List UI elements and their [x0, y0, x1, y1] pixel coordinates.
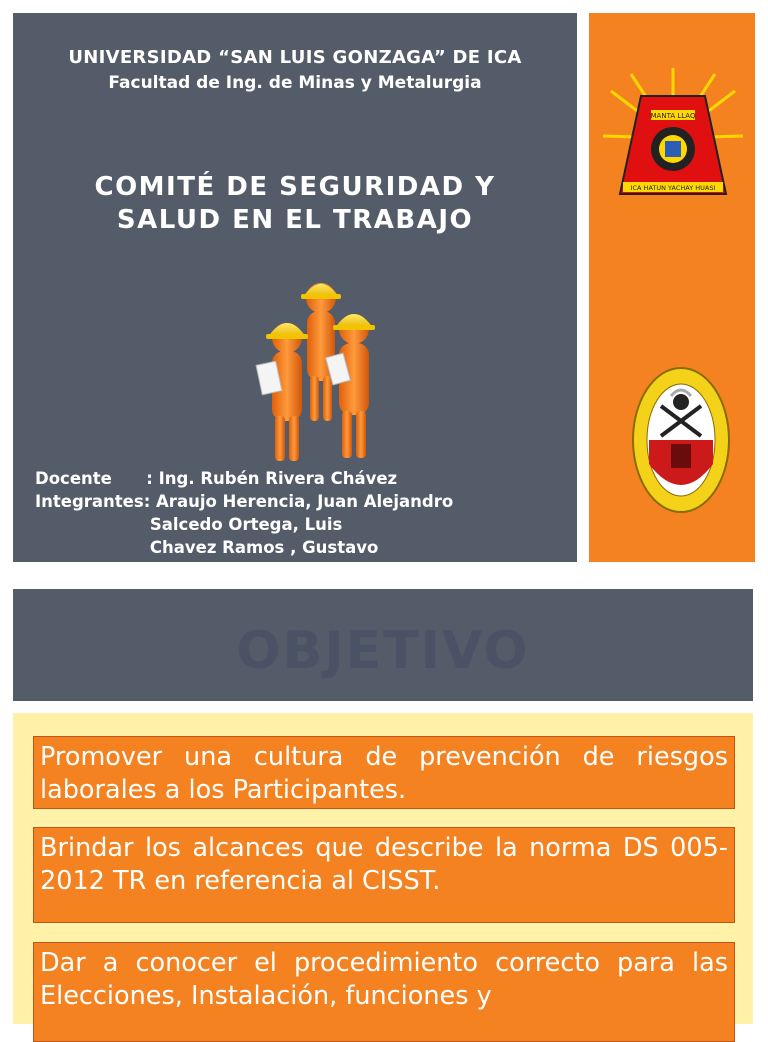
objective-point-1: Promover una cultura de prevención de riesgos laborales a los Participantes.: [33, 736, 735, 809]
objective-point-3: Dar a conocer el procedimiento correcto para las Elecciones, Instalación, funciones y: [33, 942, 735, 1042]
team-list: [35, 467, 453, 559]
logo-sidebar: [589, 13, 755, 562]
university-logo: [601, 66, 746, 211]
objective-slide: [13, 589, 753, 701]
team-member: Salcedo Ortega, Luis: [35, 515, 343, 534]
faculty-logo: [631, 366, 731, 514]
title-line-2: SALUD EN EL TRABAJO: [116, 205, 474, 235]
university-name: UNIVERSIDAD “SAN LUIS GONZAGA” DE ICA: [68, 47, 522, 68]
objective-heading: OBJETIVO: [236, 621, 530, 681]
slide-title: [13, 171, 577, 237]
team-member: Integrantes: Araujo Herencia, Juan Alejandro: [35, 492, 454, 511]
faculty-name: Facultad de Ing. de Minas y Metalurgia: [108, 73, 482, 93]
objective-point-2: Brindar los alcances que describe la norma DS 005-2012 TR en referencia al CISST.: [33, 827, 735, 923]
team-member: Chavez Ramos , Gustavo: [35, 538, 379, 557]
logo-banner-text: MANTA LLAQ: [650, 112, 696, 120]
points-slide: [13, 713, 753, 1024]
team-teacher: Docente : Ing. Rubén Rivera Chávez: [35, 469, 398, 488]
logo-motto-text: ICA HATUN YACHAY HUASI: [630, 184, 716, 192]
cover-slide: [13, 13, 577, 562]
title-line-1: COMITÉ DE SEGURIDAD Y: [94, 172, 496, 202]
safety-workers-illustration: [239, 271, 389, 466]
